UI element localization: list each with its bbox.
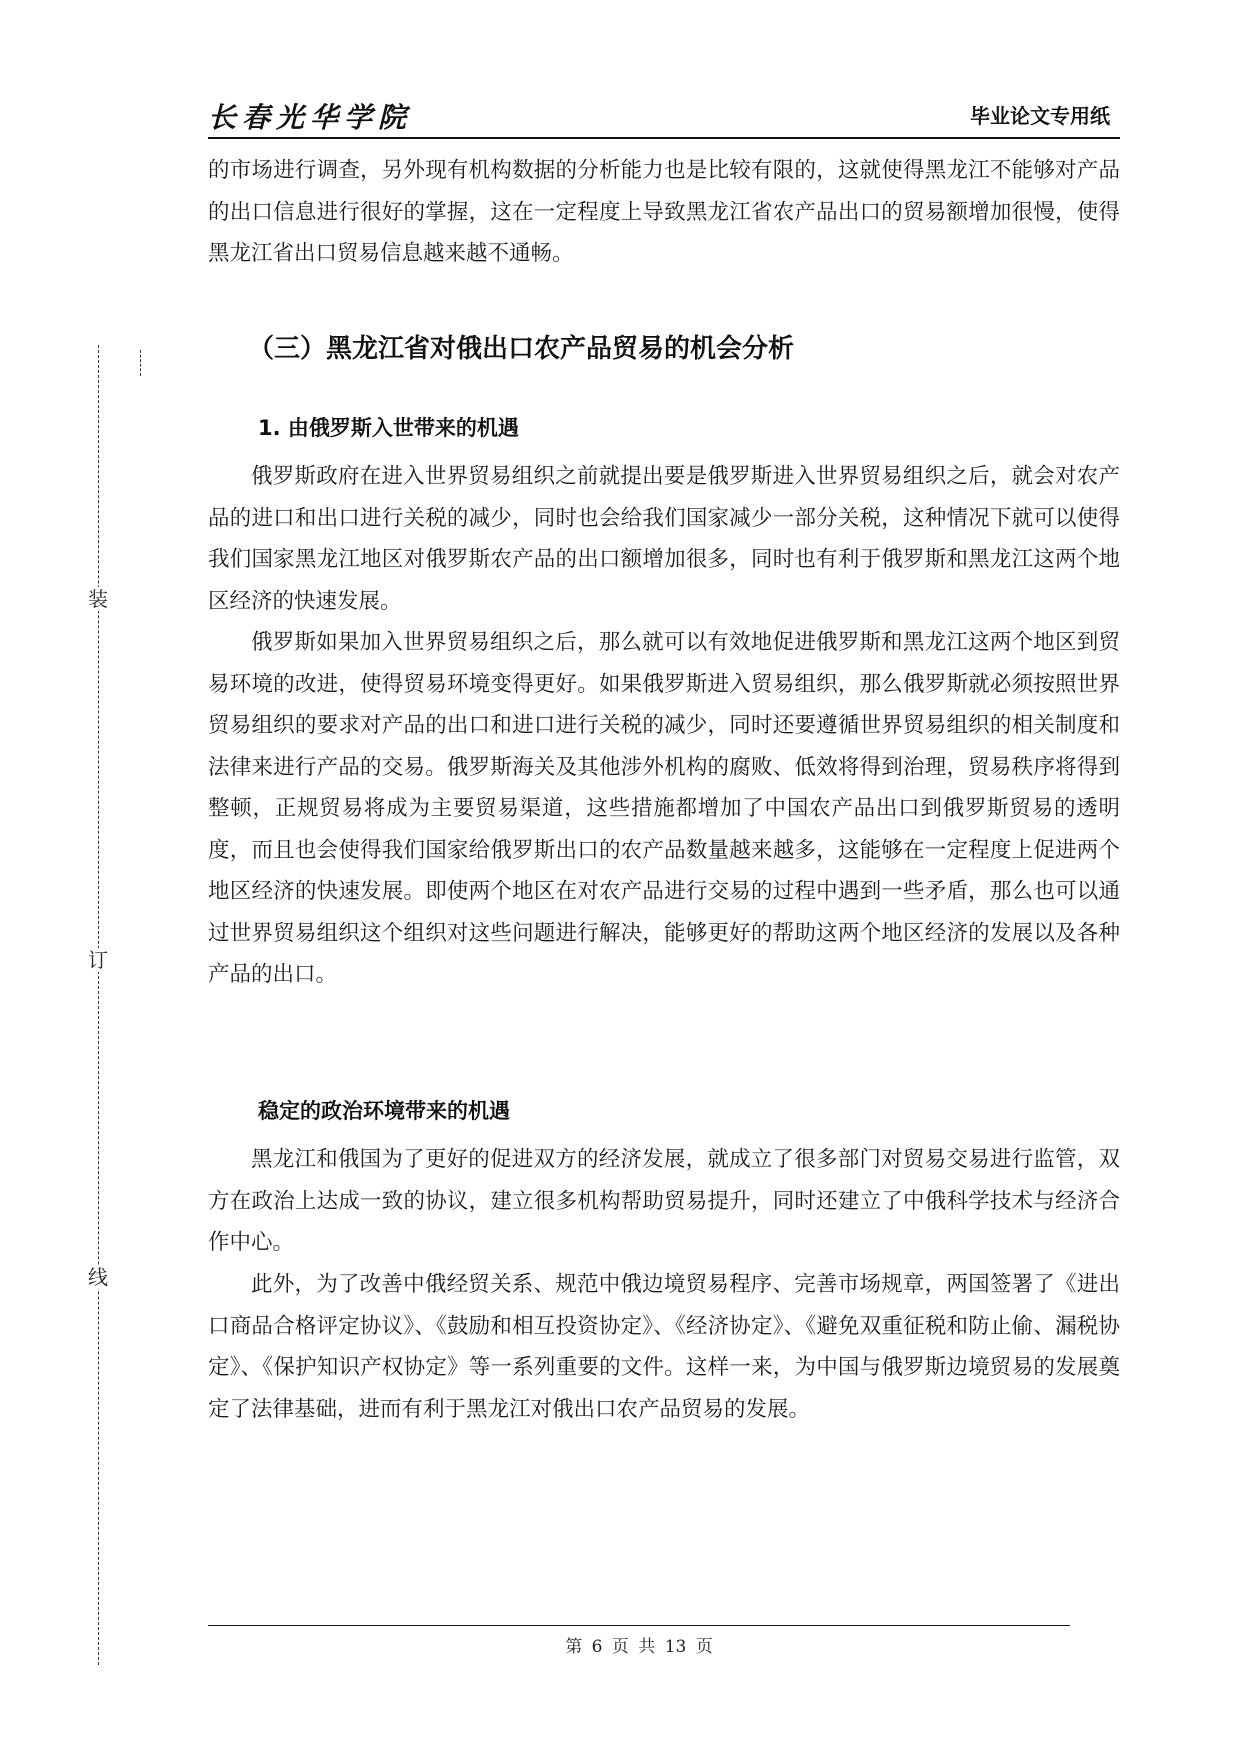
page-number: 第 6 页 共 13 页 [565, 1637, 713, 1657]
paragraph-2: 俄罗斯如果加入世界贸易组织之后，那么就可以有效地促进俄罗斯和黑龙江这两个地区到贸易环境的改进，使得贸易环境变得更好。如果俄罗斯进入贸易组织，那么俄罗斯就必须按照世界贸易组织的要求对产品的出口和进口进行关税的减少，同时还要遵循世界贸易组织的相关制度和法律来进行产品的交易。俄罗斯海关及其他涉外机构的腐败、低效将得到治理，贸易秩序将得到整顿，正规贸易将成为主要贸易渠道，这些措施都增加了中国农产品出口到俄罗斯贸易的透明度，而且也会使得我们国家给俄罗斯出口的农产品数量越来越多，这能够在一定程度上促进两个地区经济的快速发展。即使两个地区在对农产品进行交易的过程中遇到一些矛盾，那么也可以通过世界贸易组织这个组织对这些问题进行解决，能够更好的帮助这两个地区经济的发展以及各种产品的出口。 [208, 630, 1120, 987]
paragraph-3: 黑龙江和俄国为了更好的促进双方的经济发展，就成立了很多部门对贸易交易进行监管，双方在政治上达成一致的协议，建立很多机构帮助贸易提升，同时还建立了中俄科学技术与经济合作中心。 [208, 1147, 1120, 1255]
binding-dashed-line [98, 345, 99, 1665]
footer-rule [208, 1625, 1070, 1626]
subsection-title-2: 稳定的政治环境带来的机遇 [258, 1099, 510, 1123]
binding-char-ding: 订 [88, 948, 108, 972]
paper-label: 毕业论文专用纸 [970, 104, 1110, 128]
paragraph-4: 此外，为了改善中俄经贸关系、规范中俄边境贸易程序、完善市场规章，两国签署了《进出口商品合格评定协议》、《鼓励和相互投资协定》、《经济协定》、《避免双重征税和防止偷、漏税协定》、《保护知识产权协定》等一系列重要的文件。这样一来，为中国与俄罗斯边境贸易的发展奠定了法律基础，进而有利于黑龙江对俄出口农产品贸易的发展。 [208, 1272, 1120, 1422]
school-name: 长春光华学院 [208, 101, 413, 134]
subsection-title-1: 1. 由俄罗斯入世带来的机遇 [258, 416, 519, 440]
binding-tick [140, 350, 141, 376]
binding-char-zhuang: 装 [88, 587, 108, 611]
header-rule [208, 137, 1120, 139]
paragraph-1: 俄罗斯政府在进入世界贸易组织之前就提出要是俄罗斯进入世界贸易组织之后，就会对农产品的进口和出口进行关税的减少，同时也会给我们国家减少一部分关税，这种情况下就可以使得我们国家黑龙江地区对俄罗斯农产品的出口额增加很多，同时也有利于俄罗斯和黑龙江这两个地区经济的快速发展。 [208, 464, 1120, 614]
binding-char-xian: 线 [88, 1265, 108, 1289]
binding-margin [80, 345, 120, 1665]
page-header [208, 96, 1120, 136]
paragraph-continued: 的市场进行调查，另外现有机构数据的分析能力也是比较有限的，这就使得黑龙江不能够对产品的出口信息进行很好的掌握，这在一定程度上导致黑龙江省农产品出口的贸易额增加很慢，使得黑龙江省出口贸易信息越来越不通畅。 [208, 158, 1120, 266]
section-title: （三）黑龙江省对俄出口农产品贸易的机会分析 [248, 334, 795, 364]
